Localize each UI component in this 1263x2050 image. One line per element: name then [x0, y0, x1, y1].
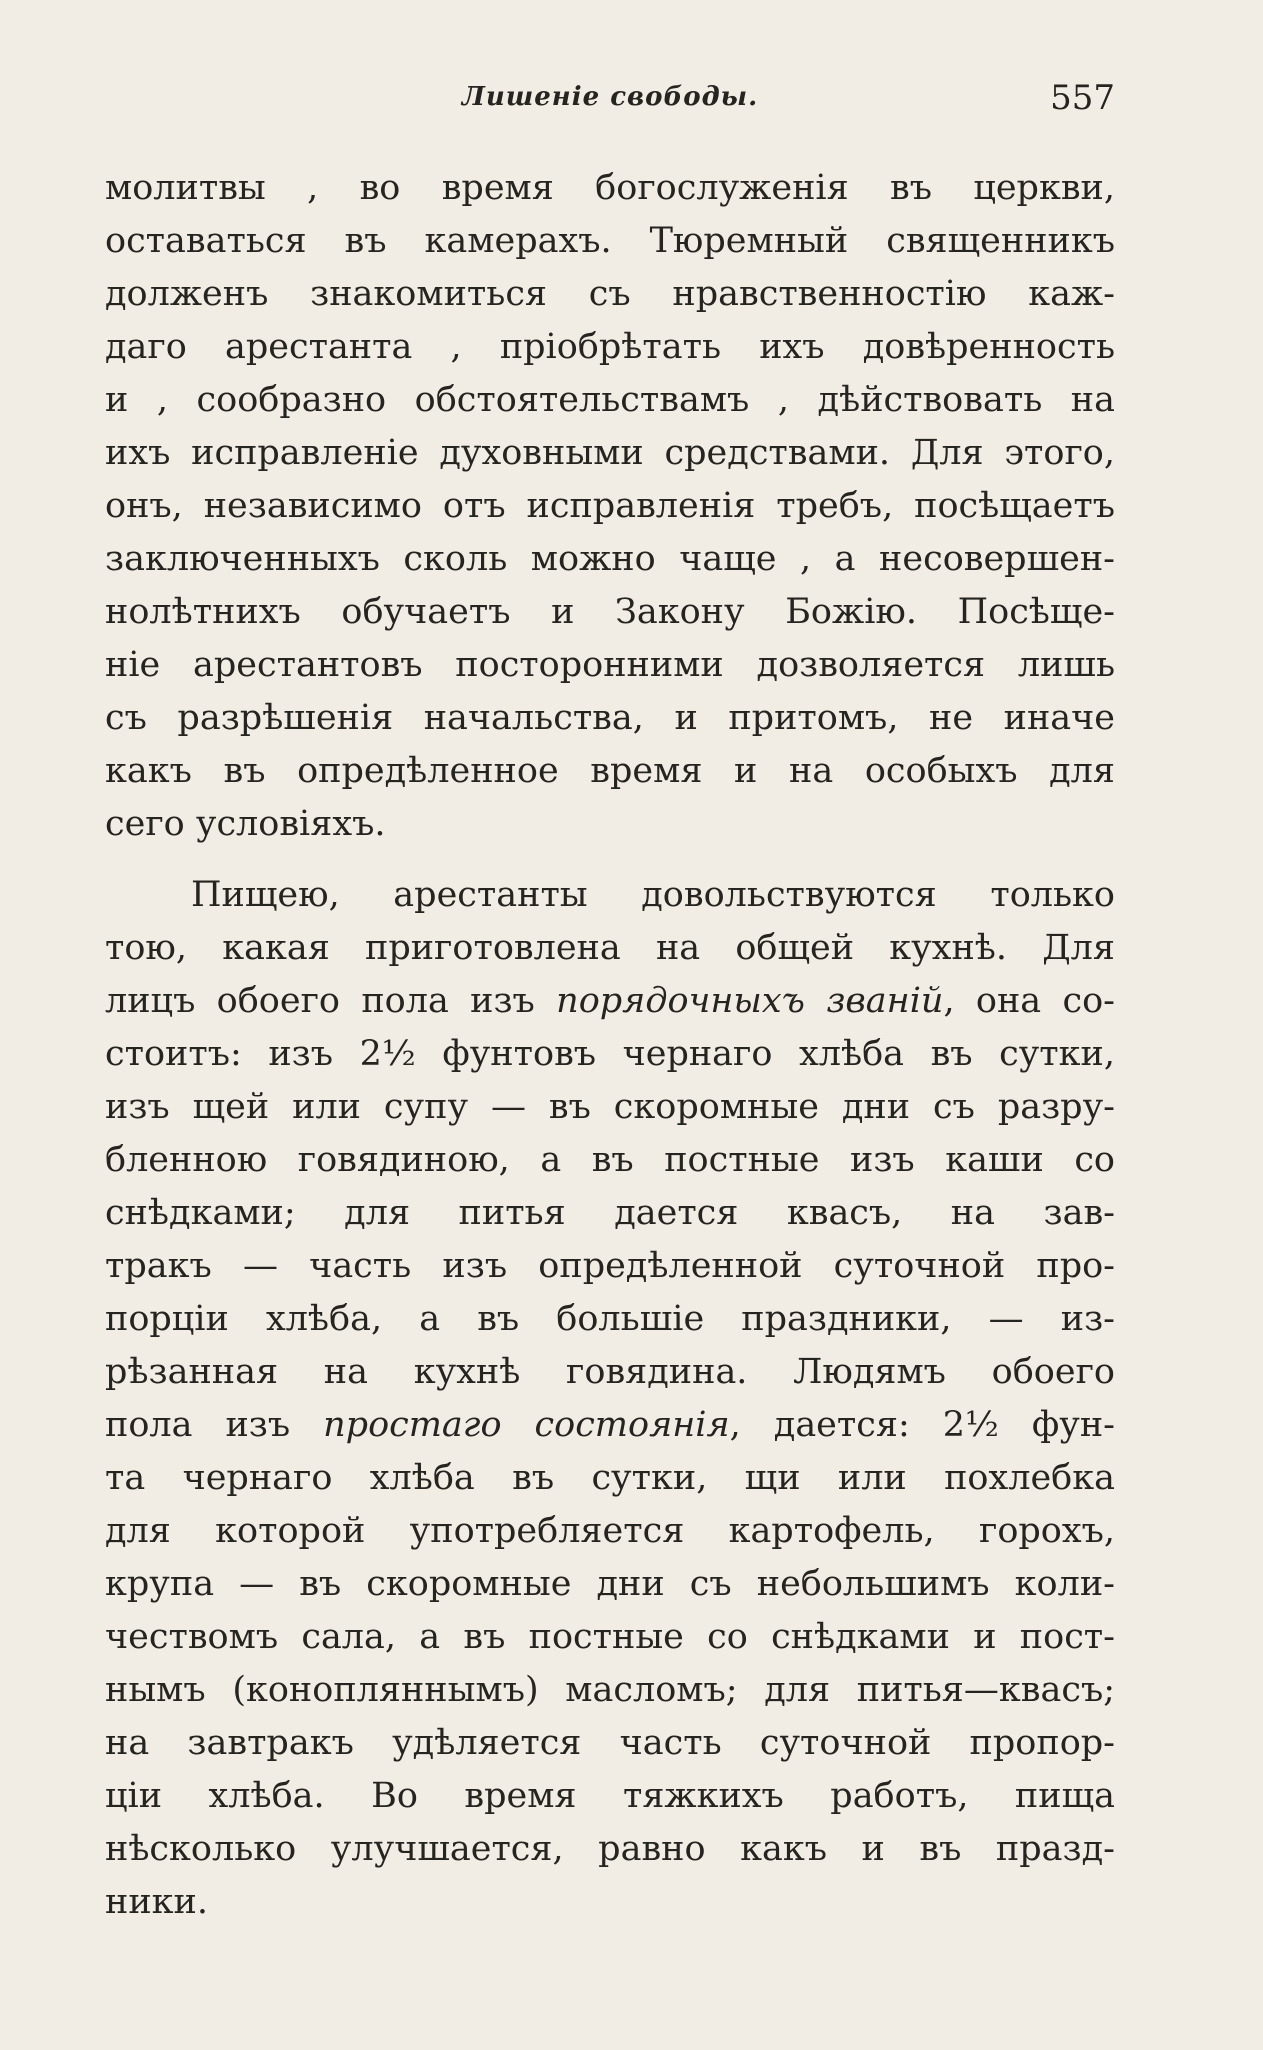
text-segment: , дается: 2½ фун- — [729, 1405, 1115, 1445]
text-segment: лицъ обоего пола изъ — [105, 981, 557, 1021]
text-line: заключенныхъ сколь можно чаще , а несовершен- — [105, 539, 1115, 579]
text-line: молитвы , во время богослуженія въ церкви, — [105, 168, 1115, 208]
text-line: какъ въ опредѣленное время и на особыхъ для — [105, 751, 1115, 791]
text-line: крупа — въ скоромные дни съ небольшимъ коли- — [105, 1564, 1115, 1604]
page-header — [105, 78, 1115, 128]
text-line: ціи хлѣба. Во время тяжкихъ работъ, пища — [105, 1776, 1115, 1816]
text-line: Пищею, арестанты довольствуются только — [191, 875, 1115, 915]
text-line: ніе арестантовъ посторонними дозволяется лишь — [105, 645, 1115, 685]
text-line: съ разрѣшенія начальства, и притомъ, не иначе — [105, 698, 1115, 738]
text-line: нолѣтнихъ обучаетъ и Закону Божію. Посѣще- — [105, 592, 1115, 632]
text-line: сего условіяхъ. — [105, 804, 386, 844]
text-line: чествомъ сала, а въ постные со снѣдками и пост- — [105, 1617, 1115, 1657]
text-line: стоитъ: изъ 2½ фунтовъ чернаго хлѣба въ сутки, — [105, 1034, 1115, 1074]
text-line: тою, какая приготовлена на общей кухнѣ. Для — [105, 928, 1115, 968]
text-line: и , сообразно обстоятельствамъ , дѣйствовать на — [105, 380, 1115, 420]
text-line: порціи хлѣба, а въ большіе праздники, — из- — [105, 1299, 1115, 1339]
running-title: Лишеніе свободы. — [461, 82, 759, 112]
text-line: ихъ исправленіе духовными средствами. Для этого, — [105, 433, 1115, 473]
text-line: снѣдками; для питья дается квасъ, на зав- — [105, 1193, 1115, 1233]
paragraph-2 — [105, 869, 1115, 1929]
text-line: нѣсколько улучшается, равно какъ и въ празд- — [105, 1829, 1115, 1869]
page-number: 557 — [1050, 78, 1115, 118]
text-line: тракъ — часть изъ опредѣленной суточной про- — [105, 1246, 1115, 1286]
paragraph-1 — [105, 162, 1115, 851]
text-line: даго арестанта , пріобрѣтать ихъ довѣренность — [105, 327, 1115, 367]
emphasized-text: порядочныхъ званій — [556, 981, 944, 1021]
text-segment: пола изъ — [105, 1405, 324, 1445]
emphasized-text: простаго состоянія — [323, 1405, 730, 1445]
text-segment: , она со- — [943, 981, 1115, 1021]
body-text — [105, 162, 1115, 1929]
text-line — [105, 975, 1115, 1028]
text-line: онъ, независимо отъ исправленія требъ, посѣщаетъ — [105, 486, 1115, 526]
text-line: изъ щей или супу — въ скоромные дни съ разру- — [105, 1087, 1115, 1127]
text-line: для которой употребляется картофель, горохъ, — [105, 1511, 1115, 1551]
text-line: ники. — [105, 1882, 208, 1922]
text-line: долженъ знакомиться съ нравственностію каж- — [105, 274, 1115, 314]
text-line: та чернаго хлѣба въ сутки, щи или похлебка — [105, 1458, 1115, 1498]
text-line: на завтракъ удѣляется часть суточной пропор- — [105, 1723, 1115, 1763]
text-line: нымъ (конопляннымъ) масломъ; для питья—квасъ; — [105, 1670, 1115, 1710]
text-line — [105, 1399, 1115, 1452]
text-line: рѣзанная на кухнѣ говядина. Людямъ обоего — [105, 1352, 1115, 1392]
text-line: оставаться въ камерахъ. Тюремный священникъ — [105, 221, 1115, 261]
text-line: бленною говядиною, а въ постные изъ каши со — [105, 1140, 1115, 1180]
